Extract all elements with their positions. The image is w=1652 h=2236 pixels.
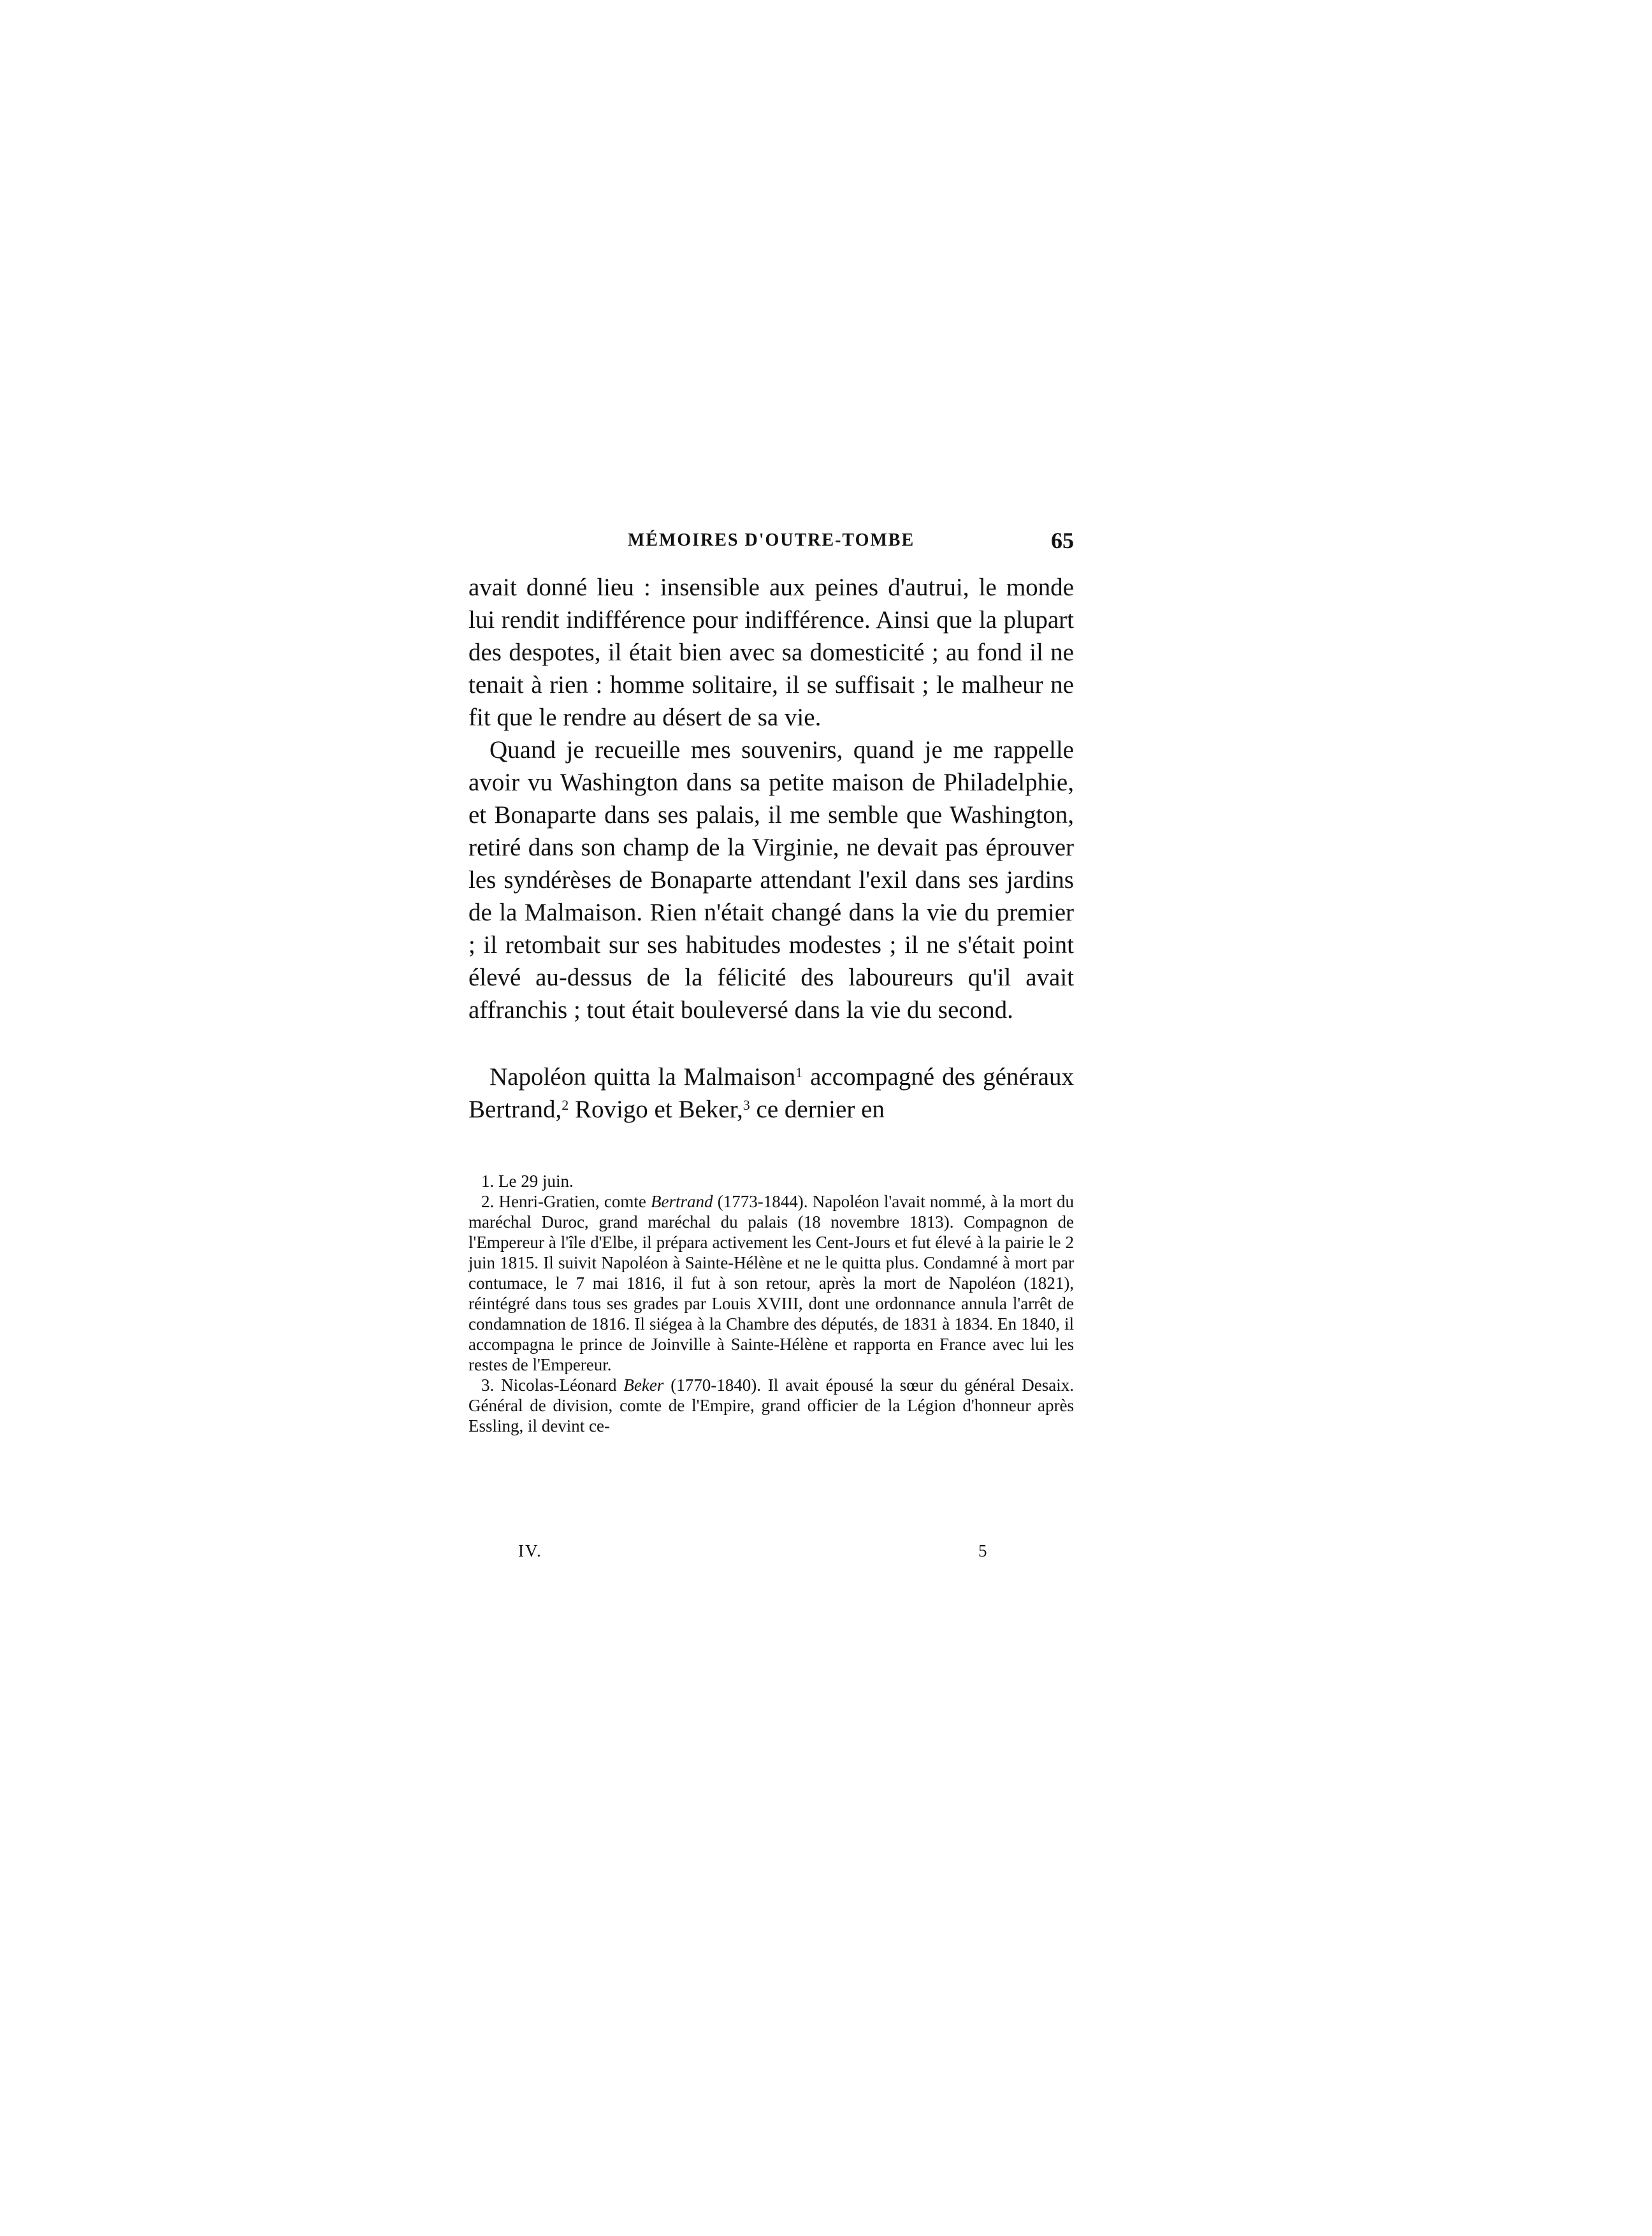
paragraph-3-text-a: Napoléon quitta la Malmaison — [489, 1063, 796, 1091]
footnote-2-name: Bertrand — [651, 1192, 713, 1211]
page-footer — [468, 1541, 1074, 1564]
running-head — [468, 526, 1074, 555]
footnote-ref-1: 1 — [795, 1064, 803, 1080]
footnote-3 — [468, 1375, 1074, 1436]
paragraph-3-text-d: ce dernier en — [750, 1096, 885, 1123]
paragraph-2: Quand je recueille mes souvenirs, quand je me rappelle avoir vu Washington dans sa petite maison de Philadelphie, et Bonaparte dans ses palais, il me semble que Washington, retiré dans son champ de la Virginie, ne devait pas éprouver les syndérèses de Bonaparte attendant l'exil dans ses jardins de la Malmaison. Rien n'était changé dans la vie du premier ; il retombait sur ses habitudes modestes ; il ne s'était point élevé au-dessus de la félicité des laboureurs qu'il avait affranchis ; tout était bouleversé dans la vie du second. — [468, 736, 1074, 1024]
main-text — [468, 571, 1074, 1126]
signature-mark: IV. — [518, 1541, 542, 1560]
footnote-2-text-b: (1773-1844). Napoléon l'avait nommé, à la mort du maréchal Duroc, grand maréchal du palais (18 novembre 1813). Compagnon de l'Empereur à l'île d'Elbe, il prépara activement les Cent-Jours et fut élevé à la pairie le 2 juin 1815. Il suivit Napoléon à Sainte-Hélène et ne le quitta plus. Condamné à mort par contumace, le 7 mai 1816, il fut à son retour, après la mort de Napoléon (1821), réintégré dans tous ses grades par Louis XVIII, dont une ordonnance annula l'arrêt de condamnation de 1816. Il siégea à la Chambre des députés, de 1831 à 1834. En 1840, il accompagna le prince de Joinville à Sainte-Hélène et rapporta en France avec lui les restes de l'Empereur. — [468, 1192, 1074, 1374]
footnote-ref-3: 3 — [743, 1097, 750, 1113]
paragraph-3-text-c: Rovigo et Beker, — [569, 1096, 743, 1123]
paragraph-1: avait donné lieu : insensible aux peines d'autrui, le monde lui rendit indifférence pour indifférence. Ainsi que la plupart des despotes, il était bien avec sa domesticité ; au fond il ne tenait à rien : homme solitaire, il se suffisait ; le malheur ne fit que le rendre au désert de sa vie. — [468, 574, 1074, 731]
footnote-ref-2: 2 — [562, 1097, 569, 1113]
footnotes — [468, 1171, 1074, 1436]
sheet-number: 5 — [978, 1541, 987, 1560]
footnote-2 — [468, 1191, 1074, 1375]
footnote-3-name: Beker — [623, 1376, 664, 1395]
footnote-2-text-a: 2. Henri-Gratien, comte — [481, 1192, 651, 1211]
book-page — [468, 0, 1074, 2236]
footnote-1: 1. Le 29 juin. — [481, 1172, 574, 1191]
paragraph-3-text-b: accompagné des généraux Bertrand, — [468, 1063, 1074, 1123]
paragraph-3 — [468, 1061, 1074, 1126]
footnote-3-text-b: (1770-1840). Il avait épousé la sœur du général Desaix. Général de division, comte de l'Empire, grand officier de la Légion d'honneur après Essling, il devint ce- — [468, 1376, 1074, 1435]
running-title: MÉMOIRES D'OUTRE-TOMBE — [627, 530, 915, 550]
footnote-3-text-a: 3. Nicolas-Léonard — [481, 1376, 624, 1395]
page-number: 65 — [1051, 528, 1074, 553]
